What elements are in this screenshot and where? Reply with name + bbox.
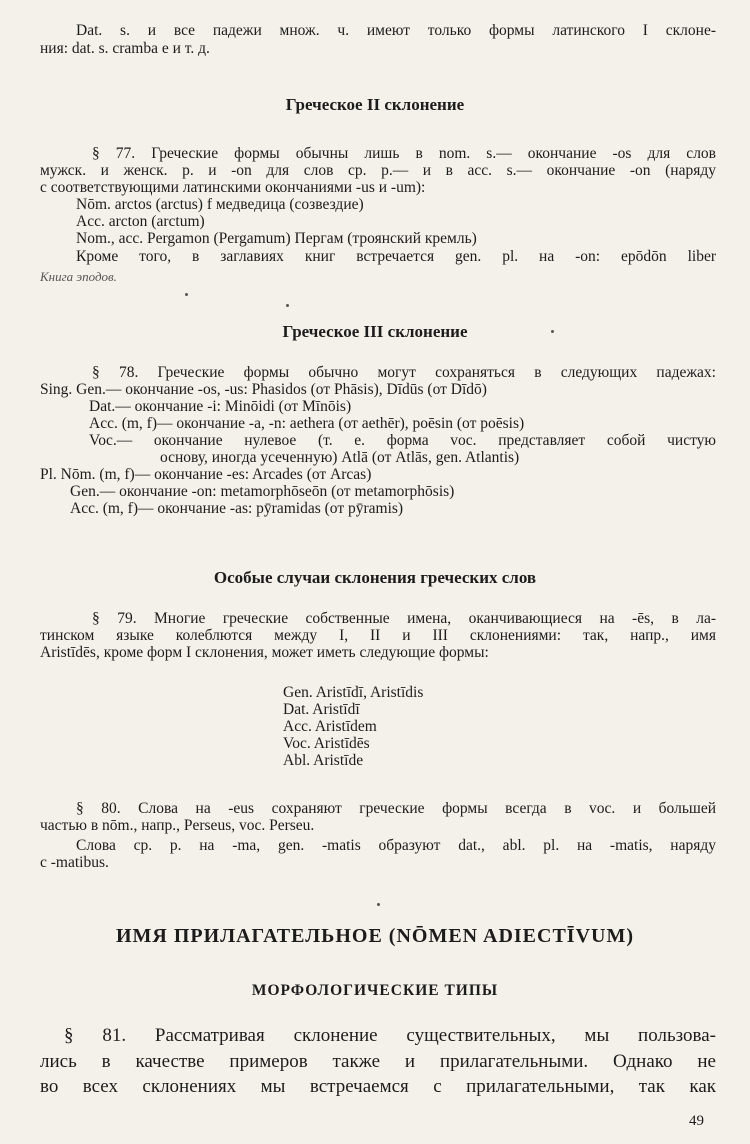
p78-line-3: Dat.— окончание -i: Minōidi (от Mīnōis)	[89, 398, 352, 415]
print-speck	[185, 293, 188, 296]
p81-line-3: во всех склонениях мы встречаемся с прилагательными, так как	[40, 1076, 716, 1097]
form-voc: Voc. Aristīdēs	[283, 735, 370, 752]
p79-line-3: Aristīdēs, кроме форм I склонения, может иметь следующие формы:	[40, 644, 489, 661]
p77-line-6: Nom., acc. Pergamon (Pergamum) Пергам (троянский кремль)	[76, 230, 477, 247]
p77-line-8: Книга эподов.	[40, 269, 117, 284]
p80-line-1: § 80. Слова на -eus сохраняют греческие формы всегда в voc. и большей	[76, 800, 716, 817]
p78-line-2: Sing. Gen.— окончание -os, -us: Phasidos (от Phāsis), Dīdūs (от Dīdō)	[40, 381, 487, 398]
p77-line-2: мужск. и женск. р. и -on для слов ср. р.— и в acc. s.— окончание -on (наряду	[40, 162, 716, 179]
p78-line-7: Pl. Nōm. (m, f)— окончание -es: Arcades (от Arcas)	[40, 466, 372, 483]
p80-line-4: с -matibus.	[40, 854, 109, 871]
chapter-subtitle: МОРФОЛОГИЧЕСКИЕ ТИПЫ	[251, 982, 499, 999]
page-number: 49	[689, 1113, 704, 1129]
p77-line-5: Acc. arcton (arctum)	[76, 213, 205, 230]
chapter-title: ИМЯ ПРИЛАГАТЕЛЬНОЕ (NŌMEN ADIECTĪVUM)	[116, 925, 634, 947]
section-title-special: Особые случаи склонения греческих слов	[213, 568, 537, 587]
p78-line-6: основу, иногда усеченную) Atlā (от Atlās, gen. Atlantis)	[160, 449, 520, 466]
p80-line-2: частью в nōm., напр., Perseus, voc. Perseu.	[40, 817, 315, 834]
p79-line-2: тинском языке колеблются между I, II и III склонениями: так, напр., имя	[40, 627, 716, 644]
p78-line-1: § 78. Греческие формы обычно могут сохраняться в следующих падежах:	[92, 364, 716, 381]
p78-line-5: Voc.— окончание нулевое (т. е. форма voc. представляет собой чистую	[89, 432, 716, 449]
form-acc: Acc. Aristīdem	[283, 718, 377, 735]
p77-line-7: Кроме того, в заглавиях книг встречается gen. pl. на -on: epōdōn liber	[76, 248, 716, 265]
print-speck	[377, 903, 380, 906]
p77-line-1: § 77. Греческие формы обычны лишь в nom. s.— окончание -os для слов	[92, 145, 716, 162]
form-gen: Gen. Aristīdī, Aristīdis	[283, 684, 424, 701]
intro-line-1: Dat. s. и все падежи множ. ч. имеют только формы латинского I склоне-	[76, 22, 716, 39]
form-dat: Dat. Aristīdī	[283, 701, 360, 718]
print-speck	[286, 304, 289, 307]
p79-line-1: § 79. Многие греческие собственные имена, оканчивающиеся на -ēs, в ла-	[92, 610, 716, 627]
p78-line-8: Gen.— окончание -on: metamorphōseōn (от metamorphōsis)	[70, 483, 455, 500]
p78-line-9: Acc. (m, f)— окончание -as: pȳramidas (от pȳramis)	[70, 500, 404, 517]
p77-line-3: с соответствующими латинскими окончаниями -us и -um):	[40, 179, 426, 196]
section-title-greek-3: Греческое III склонение	[282, 322, 468, 341]
p78-line-4: Acc. (m, f)— окончание -a, -n: aethera (от aethēr), poēsin (от poēsis)	[89, 415, 525, 432]
p77-line-4: Nōm. arctos (arctus) f медведица (созвездие)	[76, 196, 364, 213]
intro-line-2: ния: dat. s. cramba e и т. д.	[40, 40, 210, 57]
p81-line-1: § 81. Рассматривая склонение существительных, мы пользова-	[64, 1025, 716, 1046]
section-title-greek-2: Греческое II склонение	[285, 95, 465, 114]
p80-line-3: Слова ср. р. на -ma, gen. -matis образуют dat., abl. pl. на -matis, наряду	[76, 837, 716, 854]
p81-line-2: лись в качестве примеров также и прилагательными. Однако не	[40, 1051, 716, 1072]
form-abl: Abl. Aristīde	[283, 752, 364, 769]
